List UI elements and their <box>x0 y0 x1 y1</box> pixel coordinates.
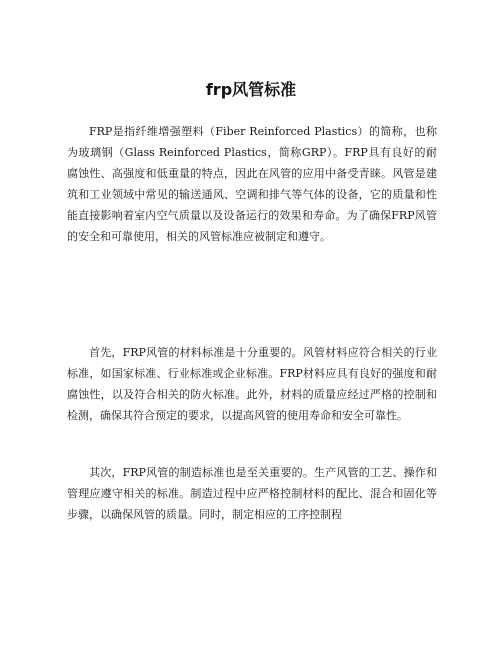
document-title: frp风管标准 <box>205 80 297 99</box>
paragraph-material-standard: 首先，FRP风管的材料标准是十分重要的。风管材料应符合相关的行业标准，如国家标准、行业标准或企业标准。FRP材料应具有良好的强度和耐腐蚀性，以及符合相关的防火标准。此外，材料的质量应经过严格的控制和检测，确保其符合预定的要求，以提高风管的使用寿命和安全可靠性。 <box>67 346 437 422</box>
paragraph-intro: FRP是指纤维增强塑料（Fiber Reinforced Plastics）的简称，也称为玻璃钢（Glass Reinforced Plastics，简称GRP）。FRP具有良好的耐腐蚀性、高强度和低重量的特点，因此在风管的应用中备受青睐。风管是建筑和工业领域中常见的输送通风、空调和排气等气体的设备，它的质量和性能直接影响着室内空气质量以及设备运行的效果和寿命。为了确保FRP风管的安全和可靠使用，相关的风管标准应被制定和遵守。 <box>67 125 437 243</box>
paragraph-manufacturing-standard: 其次，FRP风管的制造标准也是至关重要的。生产风管的工艺、操作和管理应遵守相关的标准。制造过程中应严格控制材料的配比、混合和固化等步骤，以确保风管的质量。同时，制定相应的工序控制程 <box>67 466 437 521</box>
